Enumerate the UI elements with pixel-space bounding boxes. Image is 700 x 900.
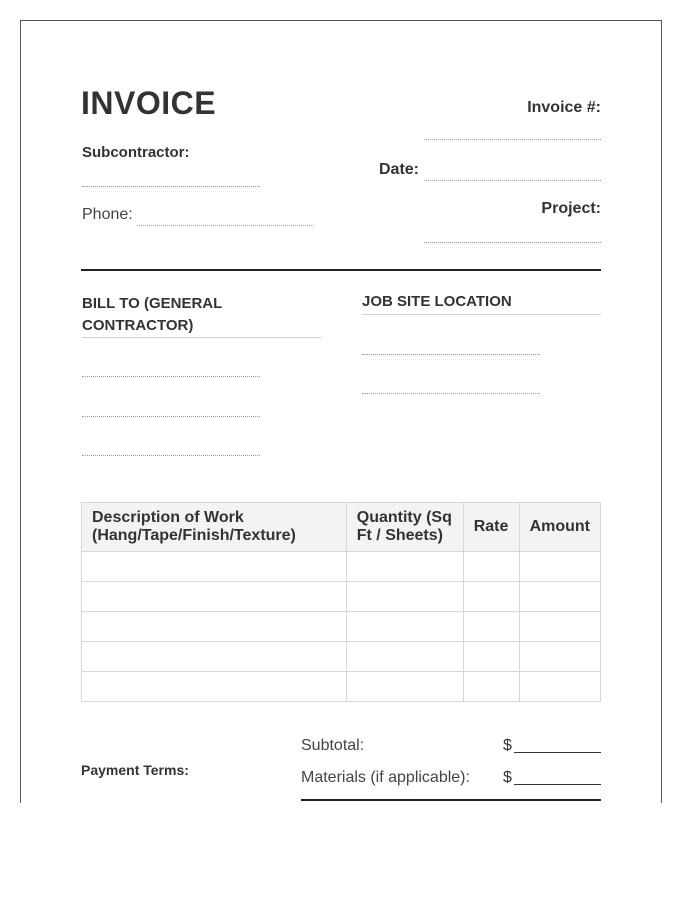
quantity-cell[interactable] (346, 552, 463, 582)
subcontractor-field[interactable] (82, 186, 260, 187)
project-label: Project: (541, 200, 601, 217)
table-row (82, 672, 601, 702)
column-header-description (82, 503, 347, 552)
rate-cell[interactable] (463, 642, 519, 672)
bill-to-heading-line2: CONTRACTOR) (82, 317, 194, 334)
amount-cell[interactable] (519, 582, 600, 612)
table-row (82, 552, 601, 582)
totals-divider (301, 799, 601, 801)
subtotal-field[interactable] (514, 752, 601, 753)
subcontractor-label: Subcontractor: (82, 144, 190, 161)
amount-cell[interactable] (519, 642, 600, 672)
quantity-cell[interactable] (346, 672, 463, 702)
quantity-cell[interactable] (346, 612, 463, 642)
column-header-description-line2: (Hang/Tape/Finish/Texture) (92, 527, 296, 544)
materials-field[interactable] (514, 784, 601, 785)
quantity-cell[interactable] (346, 642, 463, 672)
phone-label: Phone: (82, 206, 133, 223)
description-cell[interactable] (82, 582, 347, 612)
bill-to-line-3[interactable] (82, 455, 260, 456)
payment-terms-label: Payment Terms: (81, 762, 189, 778)
column-header-quantity-line2: Ft / Sheets) (356, 527, 443, 544)
rate-cell[interactable] (463, 582, 519, 612)
work-table-header (82, 503, 601, 552)
description-cell[interactable] (82, 642, 347, 672)
table-row (82, 612, 601, 642)
description-cell[interactable] (82, 672, 347, 702)
rate-cell[interactable] (463, 672, 519, 702)
column-header-quantity-line1: Quantity (Sq (356, 509, 452, 526)
amount-cell[interactable] (519, 672, 600, 702)
project-field[interactable] (424, 242, 601, 243)
job-site-line-2[interactable] (362, 393, 540, 394)
phone-field[interactable] (137, 225, 314, 226)
materials-currency: $ (503, 769, 512, 786)
job-site-heading: JOB SITE LOCATION (362, 293, 512, 310)
header-divider (81, 269, 601, 271)
bill-to-heading-line1: BILL TO (GENERAL (82, 295, 223, 312)
invoice-number-label: Invoice #: (527, 99, 601, 116)
column-header-description-line1: Description of Work (92, 509, 244, 526)
work-table (81, 502, 601, 702)
subtotal-currency: $ (503, 737, 512, 754)
bill-to-underline (82, 337, 321, 338)
description-cell[interactable] (82, 612, 347, 642)
invoice-title: INVOICE (81, 85, 217, 121)
amount-cell[interactable] (519, 552, 600, 582)
rate-cell[interactable] (463, 552, 519, 582)
column-header-amount: Amount (519, 503, 600, 552)
bill-to-line-1[interactable] (82, 376, 260, 377)
description-cell[interactable] (82, 552, 347, 582)
bill-to-heading (82, 293, 222, 337)
table-row (82, 642, 601, 672)
table-row (82, 582, 601, 612)
bill-to-line-2[interactable] (82, 416, 260, 417)
invoice-number-field[interactable] (424, 139, 601, 140)
date-label: Date: (379, 161, 420, 178)
job-site-underline (362, 314, 601, 315)
amount-cell[interactable] (519, 612, 600, 642)
column-header-rate: Rate (463, 503, 519, 552)
column-header-quantity (346, 503, 463, 552)
date-field[interactable] (424, 180, 601, 181)
quantity-cell[interactable] (346, 582, 463, 612)
materials-label: Materials (if applicable): (301, 769, 470, 786)
job-site-line-1[interactable] (362, 354, 540, 355)
rate-cell[interactable] (463, 612, 519, 642)
invoice-page (20, 20, 662, 803)
subtotal-label: Subtotal: (301, 737, 365, 754)
